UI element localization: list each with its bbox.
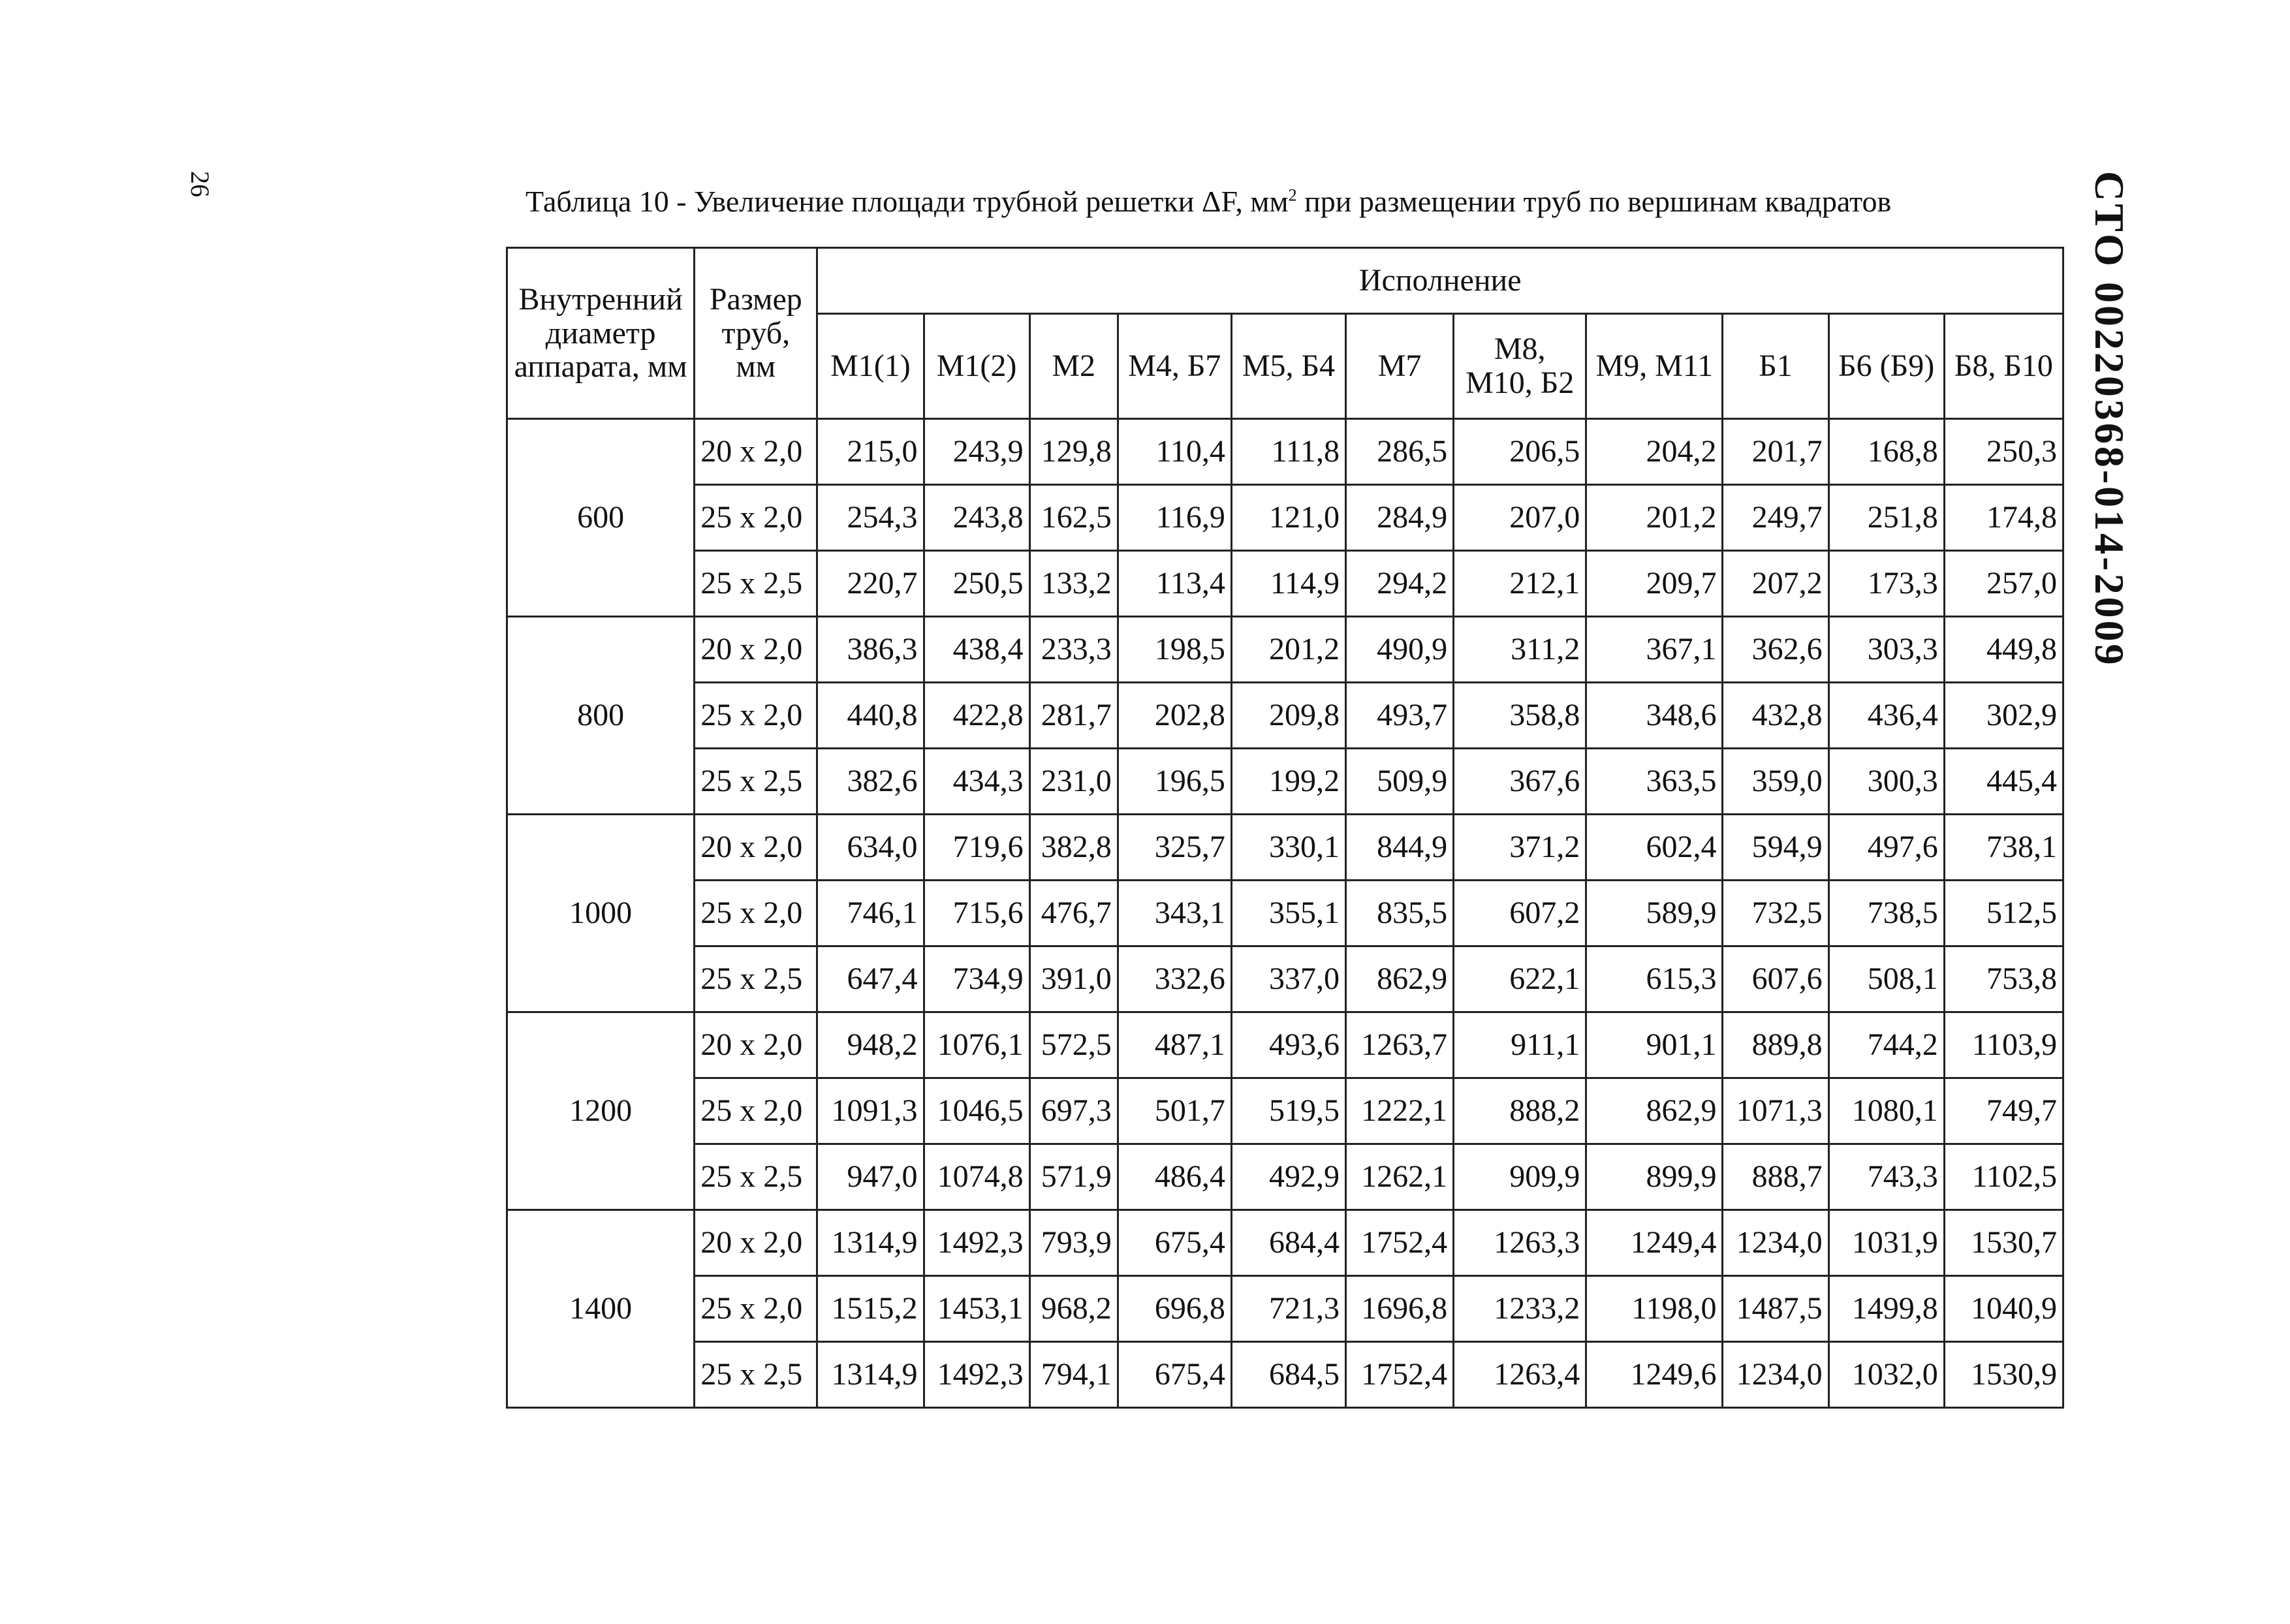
- value-cell: 490,9: [1346, 617, 1454, 683]
- value-cell: 634,0: [817, 815, 924, 881]
- value-cell: 1080,1: [1828, 1078, 1944, 1144]
- value-cell: 594,9: [1723, 815, 1828, 881]
- diameter-cell: 1200: [507, 1012, 695, 1210]
- value-cell: 1249,4: [1586, 1210, 1723, 1276]
- value-cell: 1752,4: [1346, 1210, 1454, 1276]
- value-cell: 286,5: [1346, 419, 1454, 485]
- value-cell: 1314,9: [817, 1210, 924, 1276]
- value-cell: 114,9: [1231, 551, 1345, 617]
- column-header: М8, М10, Б2: [1454, 314, 1586, 419]
- value-cell: 697,3: [1029, 1078, 1118, 1144]
- header-diameter: Внутренний диаметр аппарата, мм: [507, 248, 695, 419]
- diameter-cell: 800: [507, 617, 695, 815]
- value-cell: 675,4: [1118, 1342, 1231, 1408]
- value-cell: 1492,3: [924, 1342, 1029, 1408]
- value-cell: 250,5: [924, 551, 1029, 617]
- value-cell: 220,7: [817, 551, 924, 617]
- table-row: [507, 551, 2063, 617]
- value-cell: 1233,2: [1454, 1276, 1586, 1342]
- value-cell: 206,5: [1454, 419, 1586, 485]
- value-cell: 793,9: [1029, 1210, 1118, 1276]
- value-cell: 647,4: [817, 946, 924, 1012]
- value-cell: 168,8: [1828, 419, 1944, 485]
- value-cell: 202,8: [1118, 683, 1231, 749]
- table-row: [507, 1012, 2063, 1078]
- value-cell: 862,9: [1346, 946, 1454, 1012]
- value-cell: 888,2: [1454, 1078, 1586, 1144]
- value-cell: 174,8: [1944, 485, 2063, 551]
- value-cell: 204,2: [1586, 419, 1723, 485]
- value-cell: 909,9: [1454, 1144, 1586, 1210]
- table-row: [507, 485, 2063, 551]
- value-cell: 493,7: [1346, 683, 1454, 749]
- value-cell: 715,6: [924, 881, 1029, 946]
- value-cell: 968,2: [1029, 1276, 1118, 1342]
- value-cell: 445,4: [1944, 749, 2063, 815]
- tube-size-cell: 25 х 2,5: [695, 1342, 817, 1408]
- value-cell: 738,1: [1944, 815, 2063, 881]
- diameter-cell: 1400: [507, 1210, 695, 1408]
- tube-size-cell: 25 х 2,5: [695, 946, 817, 1012]
- value-cell: 749,7: [1944, 1078, 2063, 1144]
- value-cell: 835,5: [1346, 881, 1454, 946]
- header-execution: Исполнение: [817, 248, 2063, 314]
- value-cell: 434,3: [924, 749, 1029, 815]
- value-cell: 201,2: [1231, 617, 1345, 683]
- value-cell: 116,9: [1118, 485, 1231, 551]
- value-cell: 794,1: [1029, 1342, 1118, 1408]
- value-cell: 743,3: [1828, 1144, 1944, 1210]
- value-cell: 1530,7: [1944, 1210, 2063, 1276]
- header-row-1: [507, 248, 2063, 314]
- value-cell: 207,0: [1454, 485, 1586, 551]
- value-cell: 753,8: [1944, 946, 2063, 1012]
- value-cell: 602,4: [1586, 815, 1723, 881]
- value-cell: 684,4: [1231, 1210, 1345, 1276]
- column-header: Б1: [1723, 314, 1828, 419]
- value-cell: 162,5: [1029, 485, 1118, 551]
- value-cell: 1031,9: [1828, 1210, 1944, 1276]
- tube-size-cell: 25 х 2,0: [695, 881, 817, 946]
- header-tube-size: Размер труб, мм: [695, 248, 817, 419]
- value-cell: 1234,0: [1723, 1342, 1828, 1408]
- value-cell: 696,8: [1118, 1276, 1231, 1342]
- value-cell: 243,9: [924, 419, 1029, 485]
- column-header: М9, М11: [1586, 314, 1723, 419]
- value-cell: 1103,9: [1944, 1012, 2063, 1078]
- tube-size-cell: 20 х 2,0: [695, 1012, 817, 1078]
- value-cell: 509,9: [1346, 749, 1454, 815]
- page-number: 26: [185, 171, 215, 197]
- table-row: [507, 1342, 2063, 1408]
- table-row: [507, 617, 2063, 683]
- value-cell: 343,1: [1118, 881, 1231, 946]
- value-cell: 746,1: [817, 881, 924, 946]
- value-cell: 432,8: [1723, 683, 1828, 749]
- value-cell: 382,8: [1029, 815, 1118, 881]
- value-cell: 359,0: [1723, 749, 1828, 815]
- value-cell: 947,0: [817, 1144, 924, 1210]
- value-cell: 1263,7: [1346, 1012, 1454, 1078]
- value-cell: 487,1: [1118, 1012, 1231, 1078]
- value-cell: 911,1: [1454, 1012, 1586, 1078]
- value-cell: 209,7: [1586, 551, 1723, 617]
- value-cell: 121,0: [1231, 485, 1345, 551]
- value-cell: 1102,5: [1944, 1144, 2063, 1210]
- value-cell: 1487,5: [1723, 1276, 1828, 1342]
- area-increase-table: [506, 247, 2064, 1409]
- value-cell: 492,9: [1231, 1144, 1345, 1210]
- diameter-cell: 600: [507, 419, 695, 617]
- value-cell: 113,4: [1118, 551, 1231, 617]
- value-cell: 901,1: [1586, 1012, 1723, 1078]
- value-cell: 1530,9: [1944, 1342, 2063, 1408]
- value-cell: 212,1: [1454, 551, 1586, 617]
- value-cell: 607,6: [1723, 946, 1828, 1012]
- value-cell: 1499,8: [1828, 1276, 1944, 1342]
- value-cell: 1314,9: [817, 1342, 924, 1408]
- value-cell: 744,2: [1828, 1012, 1944, 1078]
- value-cell: 1040,9: [1944, 1276, 2063, 1342]
- value-cell: 1071,3: [1723, 1078, 1828, 1144]
- value-cell: 284,9: [1346, 485, 1454, 551]
- table-row: [507, 946, 2063, 1012]
- table-body: [507, 419, 2063, 1408]
- value-cell: 438,4: [924, 617, 1029, 683]
- value-cell: 519,5: [1231, 1078, 1345, 1144]
- value-cell: 888,7: [1723, 1144, 1828, 1210]
- value-cell: 133,2: [1029, 551, 1118, 617]
- value-cell: 719,6: [924, 815, 1029, 881]
- value-cell: 684,5: [1231, 1342, 1345, 1408]
- diameter-cell: 1000: [507, 815, 695, 1012]
- value-cell: 110,4: [1118, 419, 1231, 485]
- value-cell: 257,0: [1944, 551, 2063, 617]
- value-cell: 675,4: [1118, 1210, 1231, 1276]
- value-cell: 294,2: [1346, 551, 1454, 617]
- column-header: М7: [1346, 314, 1454, 419]
- value-cell: 355,1: [1231, 881, 1345, 946]
- value-cell: 899,9: [1586, 1144, 1723, 1210]
- value-cell: 382,6: [817, 749, 924, 815]
- value-cell: 607,2: [1454, 881, 1586, 946]
- value-cell: 1091,3: [817, 1078, 924, 1144]
- value-cell: 215,0: [817, 419, 924, 485]
- value-cell: 303,3: [1828, 617, 1944, 683]
- value-cell: 449,8: [1944, 617, 2063, 683]
- value-cell: 508,1: [1828, 946, 1944, 1012]
- value-cell: 348,6: [1586, 683, 1723, 749]
- value-cell: 251,8: [1828, 485, 1944, 551]
- table-row: [507, 815, 2063, 881]
- value-cell: 738,5: [1828, 881, 1944, 946]
- value-cell: 486,4: [1118, 1144, 1231, 1210]
- column-header: Б6 (Б9): [1828, 314, 1944, 419]
- value-cell: 1515,2: [817, 1276, 924, 1342]
- value-cell: 889,8: [1723, 1012, 1828, 1078]
- value-cell: 196,5: [1118, 749, 1231, 815]
- value-cell: 254,3: [817, 485, 924, 551]
- table-row: [507, 1210, 2063, 1276]
- tube-size-cell: 25 х 2,5: [695, 551, 817, 617]
- tube-size-cell: 25 х 2,0: [695, 683, 817, 749]
- value-cell: 1046,5: [924, 1078, 1029, 1144]
- tube-size-cell: 25 х 2,5: [695, 749, 817, 815]
- value-cell: 367,6: [1454, 749, 1586, 815]
- value-cell: 440,8: [817, 683, 924, 749]
- table-row: [507, 683, 2063, 749]
- value-cell: 501,7: [1118, 1078, 1231, 1144]
- value-cell: 199,2: [1231, 749, 1345, 815]
- table-row: [507, 1078, 2063, 1144]
- value-cell: 1076,1: [924, 1012, 1029, 1078]
- value-cell: 173,3: [1828, 551, 1944, 617]
- value-cell: 311,2: [1454, 617, 1586, 683]
- value-cell: 476,7: [1029, 881, 1118, 946]
- value-cell: 129,8: [1029, 419, 1118, 485]
- column-header: М1(2): [924, 314, 1029, 419]
- value-cell: 363,5: [1586, 749, 1723, 815]
- caption-text: Таблица 10 - Увеличение площади трубной решетки ΔF, мм: [525, 185, 1289, 218]
- value-cell: 367,1: [1586, 617, 1723, 683]
- value-cell: 1198,0: [1586, 1276, 1723, 1342]
- value-cell: 1249,6: [1586, 1342, 1723, 1408]
- table-caption: [525, 184, 2047, 219]
- value-cell: 1234,0: [1723, 1210, 1828, 1276]
- value-cell: 330,1: [1231, 815, 1345, 881]
- table-row: [507, 1276, 2063, 1342]
- caption-superscript: 2: [1288, 185, 1297, 205]
- value-cell: 201,7: [1723, 419, 1828, 485]
- value-cell: 391,0: [1029, 946, 1118, 1012]
- value-cell: 111,8: [1231, 419, 1345, 485]
- value-cell: 734,9: [924, 946, 1029, 1012]
- value-cell: 231,0: [1029, 749, 1118, 815]
- value-cell: 1262,1: [1346, 1144, 1454, 1210]
- value-cell: 362,6: [1723, 617, 1828, 683]
- value-cell: 1222,1: [1346, 1078, 1454, 1144]
- document-code: СТО 00220368-014-2009: [2086, 171, 2133, 668]
- value-cell: 249,7: [1723, 485, 1828, 551]
- value-cell: 337,0: [1231, 946, 1345, 1012]
- table-row: [507, 1144, 2063, 1210]
- value-cell: 207,2: [1723, 551, 1828, 617]
- value-cell: 302,9: [1944, 683, 2063, 749]
- value-cell: 1032,0: [1828, 1342, 1944, 1408]
- value-cell: 250,3: [1944, 419, 2063, 485]
- value-cell: 422,8: [924, 683, 1029, 749]
- value-cell: 862,9: [1586, 1078, 1723, 1144]
- value-cell: 386,3: [817, 617, 924, 683]
- tube-size-cell: 25 х 2,0: [695, 1276, 817, 1342]
- value-cell: 358,8: [1454, 683, 1586, 749]
- value-cell: 1696,8: [1346, 1276, 1454, 1342]
- value-cell: 233,3: [1029, 617, 1118, 683]
- value-cell: 300,3: [1828, 749, 1944, 815]
- value-cell: 571,9: [1029, 1144, 1118, 1210]
- value-cell: 281,7: [1029, 683, 1118, 749]
- value-cell: 844,9: [1346, 815, 1454, 881]
- value-cell: 1752,4: [1346, 1342, 1454, 1408]
- column-header: М2: [1029, 314, 1118, 419]
- column-header: М1(1): [817, 314, 924, 419]
- table-row: [507, 881, 2063, 946]
- value-cell: 1453,1: [924, 1276, 1029, 1342]
- tube-size-cell: 25 х 2,0: [695, 485, 817, 551]
- value-cell: 209,8: [1231, 683, 1345, 749]
- caption-text-end: при размещении труб по вершинам квадратов: [1296, 185, 1892, 218]
- value-cell: 332,6: [1118, 946, 1231, 1012]
- value-cell: 732,5: [1723, 881, 1828, 946]
- tube-size-cell: 20 х 2,0: [695, 419, 817, 485]
- value-cell: 1074,8: [924, 1144, 1029, 1210]
- value-cell: 589,9: [1586, 881, 1723, 946]
- column-header: Б8, Б10: [1944, 314, 2063, 419]
- table-row: [507, 749, 2063, 815]
- value-cell: 1263,3: [1454, 1210, 1586, 1276]
- value-cell: 497,6: [1828, 815, 1944, 881]
- tube-size-cell: 20 х 2,0: [695, 815, 817, 881]
- column-header: М4, Б7: [1118, 314, 1231, 419]
- value-cell: 201,2: [1586, 485, 1723, 551]
- value-cell: 198,5: [1118, 617, 1231, 683]
- value-cell: 721,3: [1231, 1276, 1345, 1342]
- value-cell: 512,5: [1944, 881, 2063, 946]
- tube-size-cell: 20 х 2,0: [695, 617, 817, 683]
- tube-size-cell: 20 х 2,0: [695, 1210, 817, 1276]
- value-cell: 371,2: [1454, 815, 1586, 881]
- value-cell: 436,4: [1828, 683, 1944, 749]
- column-header: М5, Б4: [1231, 314, 1345, 419]
- tube-size-cell: 25 х 2,0: [695, 1078, 817, 1144]
- tube-size-cell: 25 х 2,5: [695, 1144, 817, 1210]
- value-cell: 622,1: [1454, 946, 1586, 1012]
- value-cell: 325,7: [1118, 815, 1231, 881]
- value-cell: 572,5: [1029, 1012, 1118, 1078]
- value-cell: 1263,4: [1454, 1342, 1586, 1408]
- value-cell: 1492,3: [924, 1210, 1029, 1276]
- value-cell: 493,6: [1231, 1012, 1345, 1078]
- value-cell: 243,8: [924, 485, 1029, 551]
- table-row: [507, 419, 2063, 485]
- value-cell: 948,2: [817, 1012, 924, 1078]
- value-cell: 615,3: [1586, 946, 1723, 1012]
